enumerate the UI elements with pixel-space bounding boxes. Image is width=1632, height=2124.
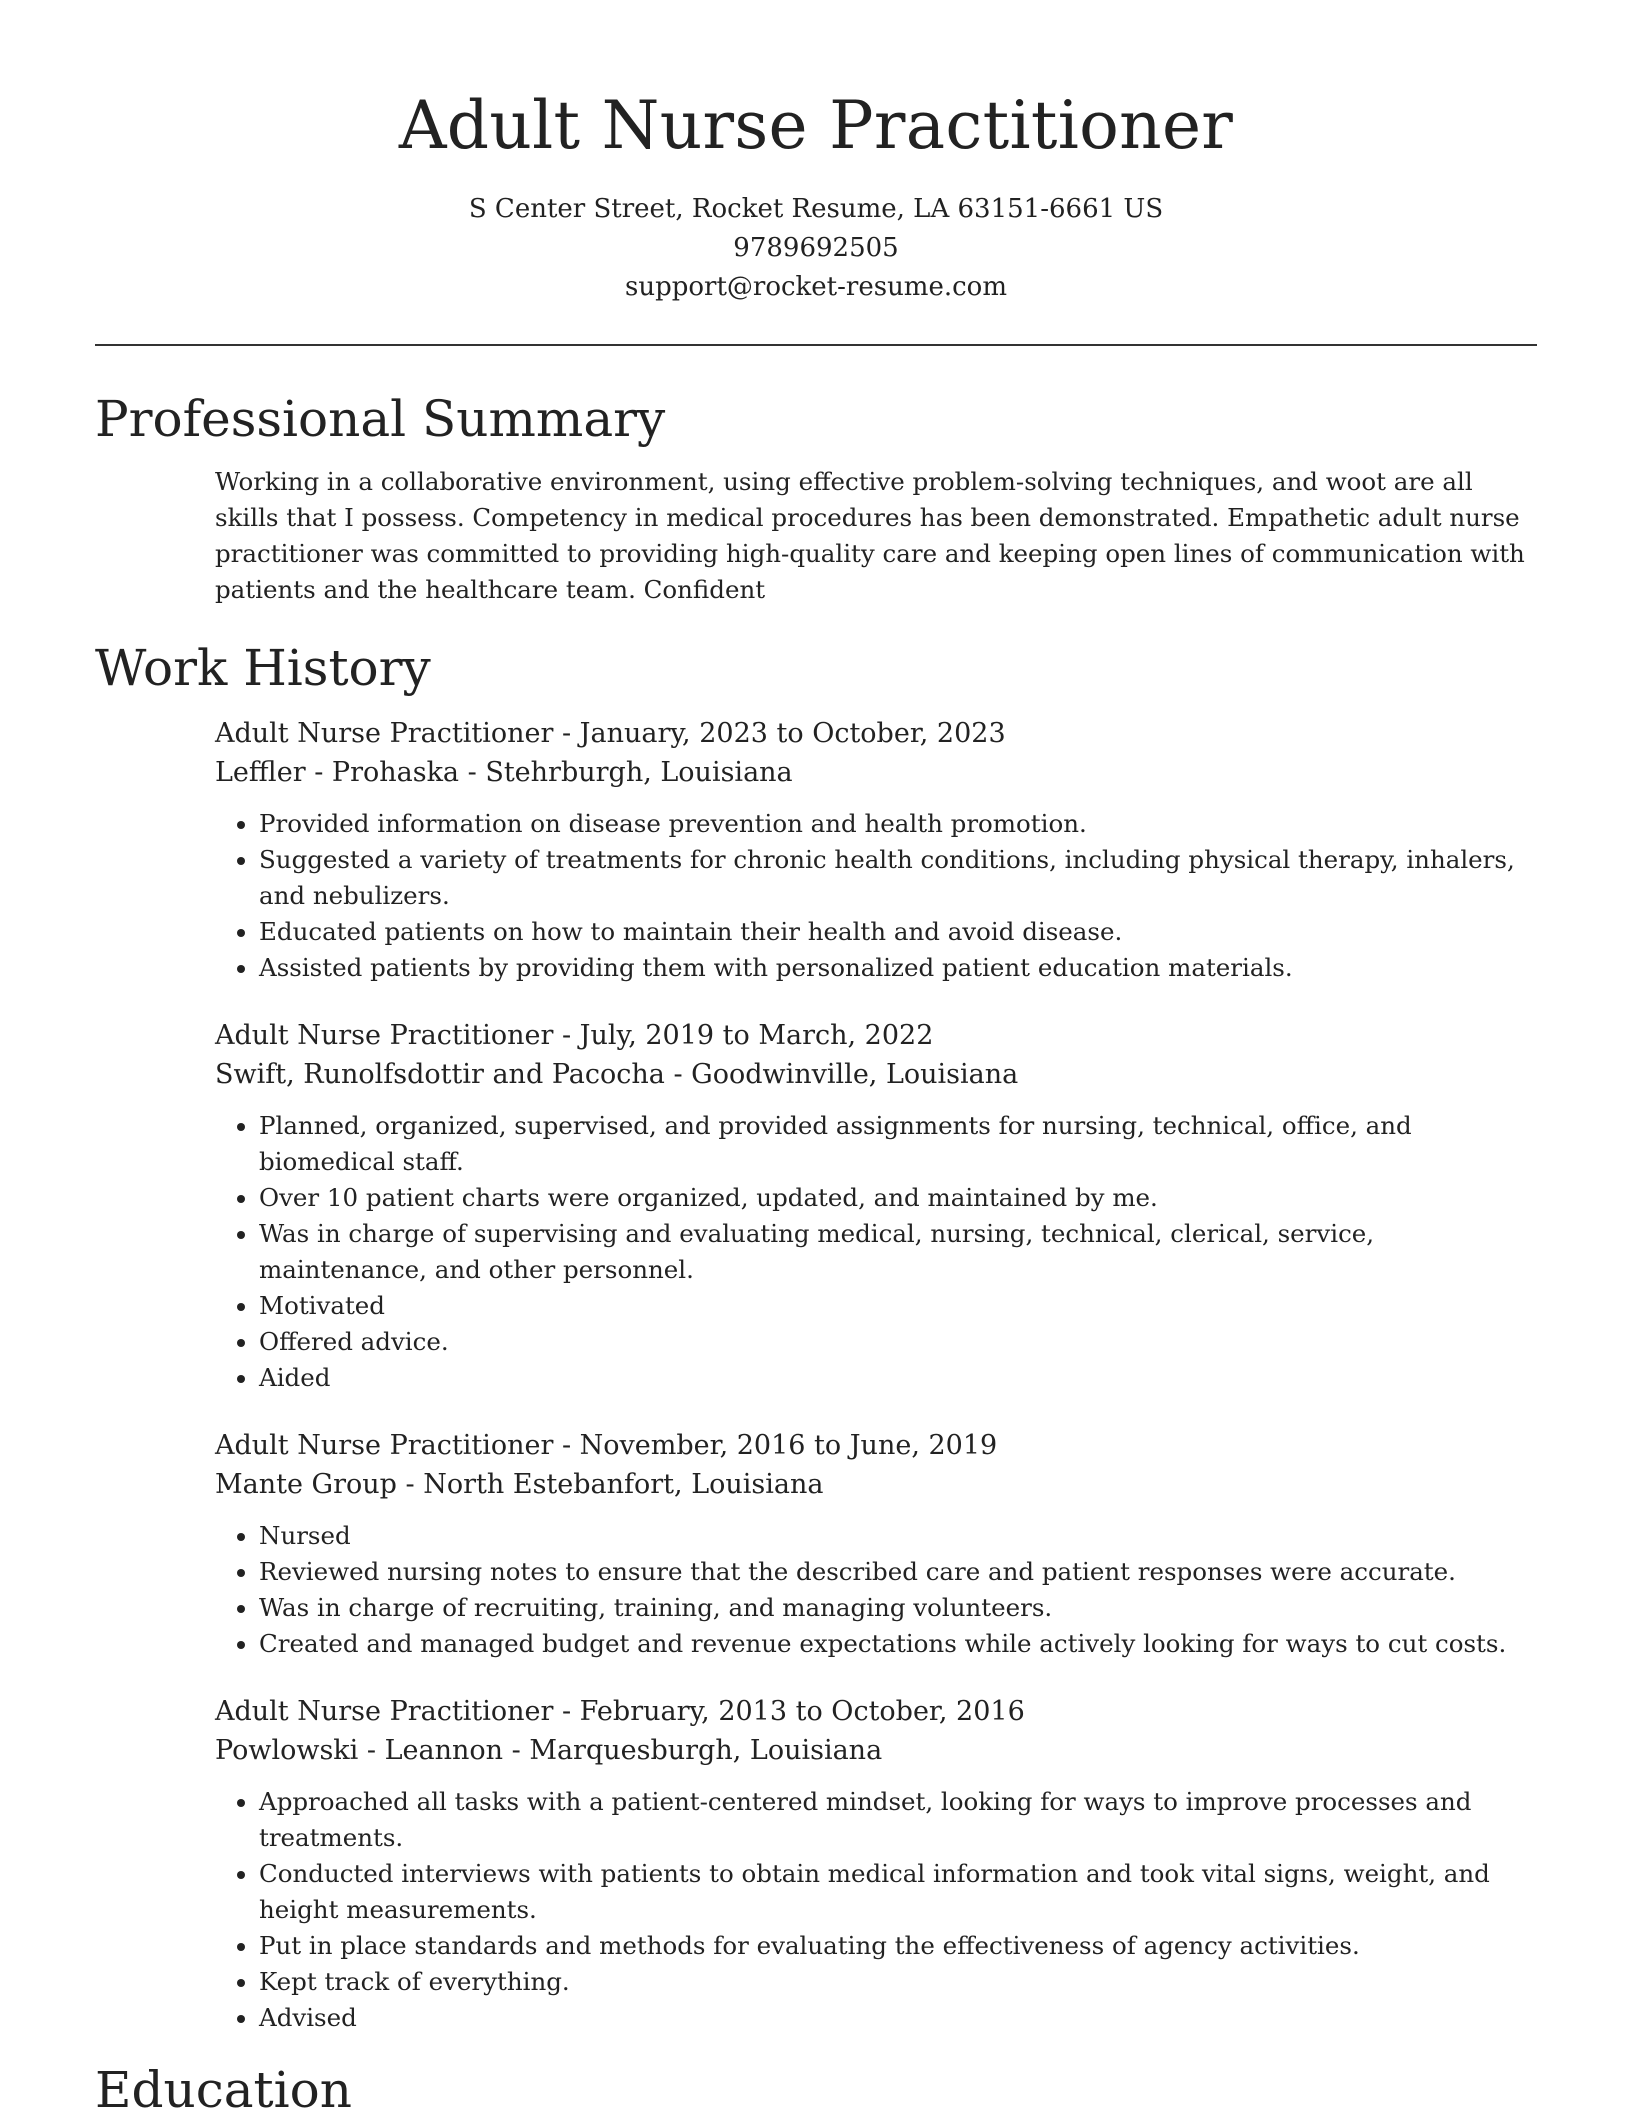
job-title-line [215,714,1537,753]
separator: - [553,1020,580,1051]
section-heading-work-history: Work History [95,639,431,697]
job-bullets [215,1784,1537,2036]
job-location: Goodwinville, Louisiana [691,1059,1019,1090]
list-item: • Suggested a variety of treatments for chronic health conditions, including physical therapy, inhalers, and nebulizers. [259,842,1537,914]
job-title-line [215,1692,1537,1731]
contact-email: support@rocket-resume.com [624,272,1007,302]
job-company-line [215,1055,1537,1094]
list-item: • Was in charge of recruiting, training, and managing volunteers. [259,1590,1537,1626]
job-dates: July, 2019 to March, 2022 [579,1020,934,1051]
job-list [215,714,1537,2036]
job-title-line [215,1426,1537,1465]
separator: - [503,1735,530,1766]
list-item: • Was in charge of supervising and evaluating medical, nursing, technical, clerical, service, maintenance, and other personnel. [259,1216,1537,1288]
job-dates: February, 2013 to October, 2016 [579,1696,1025,1727]
job-title: Adult Nurse Practitioner [215,1430,554,1461]
job-dates: January, 2023 to October, 2023 [579,718,1006,749]
professional-summary-section [95,385,1537,608]
job-location: Stehrburgh, Louisiana [485,757,793,788]
section-heading-summary: Professional Summary [95,390,666,448]
resume-header [95,0,1537,307]
section-heading-education: Education [95,2061,352,2119]
job-title: Adult Nurse Practitioner [215,1696,554,1727]
list-item: • Motivated [259,1288,1537,1324]
job-location: Marquesburgh, Louisiana [529,1735,883,1766]
list-item: • Approached all tasks with a patient-centered mindset, looking for ways to improve processes and treatments. [259,1784,1537,1856]
list-item: • Put in place standards and methods for evaluating the effectiveness of agency activities. [259,1928,1537,1964]
job-entry [215,1016,1537,1396]
job-entry [215,1426,1537,1662]
list-item: • Conducted interviews with patients to obtain medical information and took vital signs, weight, and height measurements. [259,1856,1537,1928]
header-divider [95,344,1537,346]
separator: - [459,757,486,788]
job-entry [215,1692,1537,2036]
job-title: Adult Nurse Practitioner [215,1020,554,1051]
summary-text: Working in a collaborative environment, using effective problem-solving techniques, and woot are all skills that I possess. Competency in medical procedures has been demonstrated. Empathetic adult nurse practitioner was committed to providing high-quality care and keeping open lines of communication with patients and the healthcare team. Confident [215,467,1525,604]
list-item: • Nursed [259,1518,1537,1554]
resume-name: Adult Nurse Practitioner [398,87,1234,164]
list-item: • Provided information on disease prevention and health promotion. [259,806,1537,842]
job-dates: November, 2016 to June, 2019 [579,1430,998,1461]
list-item: • Reviewed nursing notes to ensure that the described care and patient responses were accurate. [259,1554,1537,1590]
list-item: • Created and managed budget and revenue expectations while actively looking for ways to cut costs. [259,1626,1537,1662]
list-item: • Assisted patients by providing them with personalized patient education materials. [259,950,1537,986]
job-company: Powlowski - Leannon [215,1735,504,1766]
job-bullets [215,1108,1537,1396]
list-item: • Planned, organized, supervised, and provided assignments for nursing, technical, office, and biomedical staff. [259,1108,1537,1180]
list-item: • Aided [259,1360,1537,1396]
work-history-section [95,634,1537,2036]
job-company: Mante Group [215,1469,397,1500]
job-bullets [215,806,1537,986]
job-bullets [215,1518,1537,1662]
job-company-line [215,753,1537,792]
separator: - [553,1430,580,1461]
contact-address: S Center Street, Rocket Resume, LA 63151-6661 US [468,194,1164,224]
separator: - [396,1469,424,1500]
contact-phone: 9789692505 [733,233,899,263]
job-location: North Estebanfort, Louisiana [423,1469,824,1500]
list-item: • Advised [259,2000,1537,2036]
job-entry [215,714,1537,986]
job-company-line [215,1731,1537,1770]
separator: - [553,1696,580,1727]
education-section [95,2056,1537,2124]
list-item: • Educated patients on how to maintain their health and avoid disease. [259,914,1537,950]
job-title-line [215,1016,1537,1055]
job-company: Swift, Runolfsdottir and Pacocha [215,1059,665,1090]
job-title: Adult Nurse Practitioner [215,718,554,749]
job-company-line [215,1465,1537,1504]
list-item: • Over 10 patient charts were organized, updated, and maintained by me. [259,1180,1537,1216]
contact-info [95,190,1537,307]
job-company: Leffler - Prohaska [215,757,460,788]
separator: - [553,718,580,749]
separator: - [664,1059,692,1090]
list-item: • Offered advice. [259,1324,1537,1360]
list-item: • Kept track of everything. [259,1964,1537,2000]
